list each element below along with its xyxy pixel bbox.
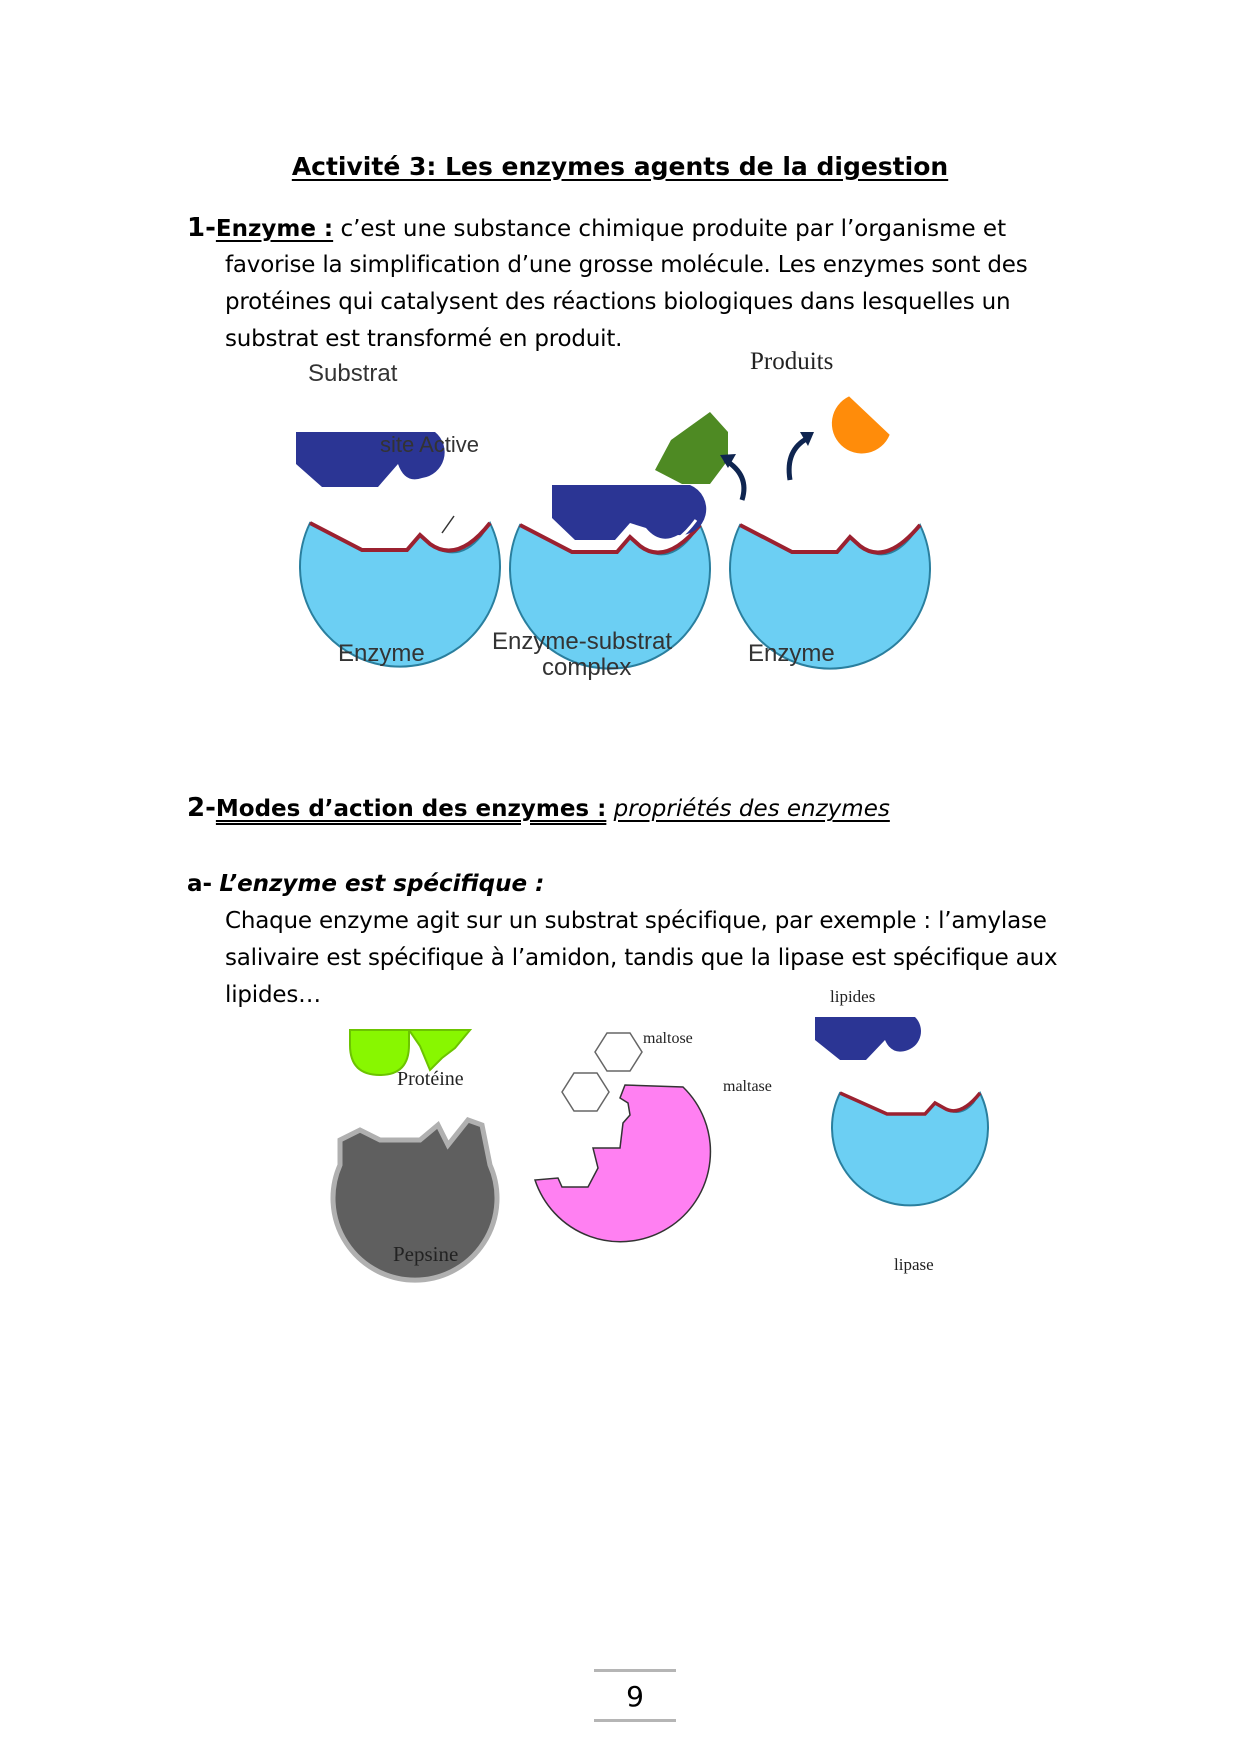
enzyme-mechanism-diagram [280,348,980,760]
product-orange-icon [823,388,893,462]
text-line: favorise la simplification d’une grosse molécule. Les enzymes sont des [225,252,1028,278]
enzyme-specificity-diagram [320,987,1120,1290]
subsection-label: a- [187,871,213,897]
section-2-heading [187,790,890,828]
section-1-body [225,247,1105,358]
caption-enzyme-left: Enzyme [338,640,425,667]
pepsine-label: Pepsine [393,1242,459,1266]
caption-complex-line1: Enzyme-substrat [492,628,673,655]
page-number-top-rule [594,1669,676,1672]
maltose-hexagon-icon [562,1073,609,1111]
text-line: substrat est transformé en produit. [225,326,623,352]
section-2-subtitle: propriétés des enzymes [613,796,890,822]
enzyme-definition: c’est une substance chimique produite par l’organisme et [333,216,1007,242]
section-1-first-line [187,210,1087,248]
section-1 [187,210,1087,248]
produits-label: Produits [750,348,834,375]
maltase-label: maltase [723,1078,772,1095]
section-2-title: Modes d’action des enzymes : [215,796,607,822]
proteine-label: Protéine [397,1068,464,1090]
maltase-icon [535,1085,710,1242]
section-number: 2- [187,793,216,823]
product-green-icon [655,412,728,484]
enzyme-term: Enzyme : [215,216,334,242]
active-site-label: site Active [380,432,480,457]
text-line: lipides… [225,982,321,1008]
lipid-icon [815,1017,921,1060]
arrow-up-icon [789,438,808,480]
maltose-hexagon-icon [595,1033,642,1071]
page-number: 9 [626,1680,644,1713]
caption-complex-line2: complex [542,654,632,681]
maltose-label: maltose [643,1030,693,1047]
page-title-text: Activité 3: Les enzymes agents de la digestion [291,152,949,181]
text-line: Chaque enzyme agit sur un substrat spécifique, par exemple : l’amylase [225,908,1047,934]
text-line: protéines qui catalysent des réactions biologiques dans lesquelles un [225,289,1011,315]
lipase-icon [832,1093,988,1205]
text-line: salivaire est spécifique à l’amidon, tandis que la lipase est spécifique aux [225,945,1058,971]
substrat-label: Substrat [308,360,398,387]
page-title [0,152,1240,181]
lipides-label: lipides [830,987,876,1006]
subsection-title: L’enzyme est spécifique : [219,871,545,897]
lipase-label: lipase [894,1255,934,1274]
caption-enzyme-right: Enzyme [748,640,835,667]
page-number-bottom-rule [594,1719,676,1722]
section-number: 1- [187,213,216,243]
section-2a-heading [187,866,544,903]
